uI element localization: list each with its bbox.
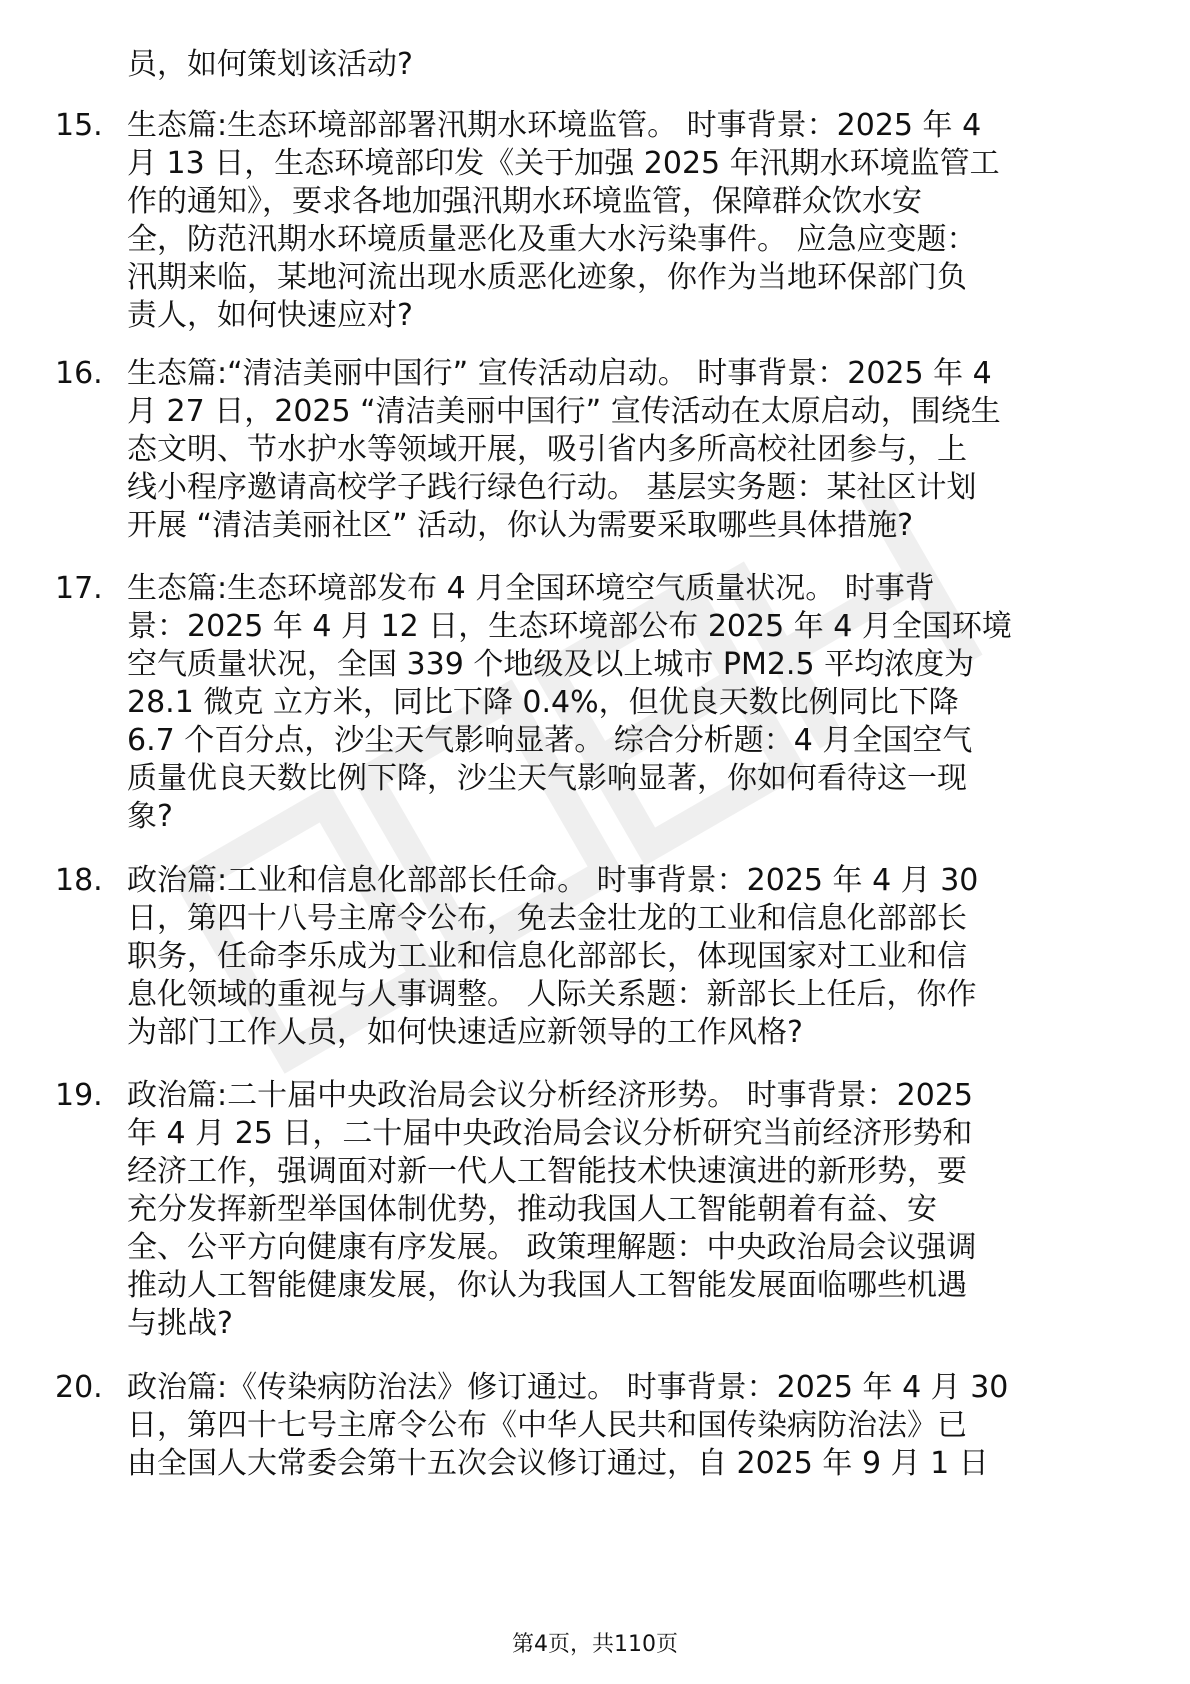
question-text: 政治篇:二十届中央政治局会议分析经济形势。 时事背景：2025 年 4 月 25 日，二十届中央政治局会议分析研究当前经济形势和 经济工作，强调面对新一代人工智能技术快速演进的新形势，要 充分发挥新型举国体制优势，推动我国人工智能朝着有益、安 全、公平方向健康有序发展。 政策理解题：中央政治局会议强调 推动人工智能健康发展，你认为我国人工智能发展面临哪些机遇 与挑战? (127, 1078, 977, 1341)
question-number: 19. (55, 1078, 103, 1113)
page-number-footer: 第4页，共110页 (512, 1632, 678, 1657)
question-number: 17. (55, 571, 103, 606)
question-text: 政治篇:工业和信息化部部长任命。 时事背景：2025 年 4 月 30 日，第四十八号主席令公布，免去金壮龙的工业和信息化部部长 职务，任命李乐成为工业和信息化部部长，体现国家对工业和信 息化领域的重视与人事调整。 人际关系题：新部长上任后，你作 为部门工作人员，如何快速适应新领导的工作风格? (127, 863, 979, 1050)
question-text: 生态篇:生态环境部发布 4 月全国环境空气质量状况。 时事背 景：2025 年 4 月 12 日，生态环境部公布 2025 年 4 月全国环境 空气质量状况，全国 339 个地级及以上城市 PM2.5 平均浓度为 28.1 微克 立方米，同比下降 0.4%，但优良天数比例同比下降 6.7 个百分点，沙尘天气影响显著。 综合分析题：4 月全国空气 质量优良天数比例下降，沙尘天气影响显著，你如何看待这一现 象? (127, 571, 1012, 834)
question-text: 生态篇:生态环境部部署汛期水环境监管。 时事背景：2025 年 4 月 13 日，生态环境部印发《关于加强 2025 年汛期水环境监管工 作的通知》，要求各地加强汛期水环境监管，保障群众饮水安 全，防范汛期水环境质量恶化及重大水污染事件。 应急应变题： 汛期来临，某地河流出现水质恶化迹象，你作为当地环保部门负 责人，如何快速应对? (127, 108, 1000, 333)
question-number: 18. (55, 863, 103, 898)
question-number: 15. (55, 108, 103, 143)
question-text: 政治篇:《传染病防治法》修订通过。 时事背景：2025 年 4 月 30 日，第四十七号主席令公布《中华人民共和国传染病防治法》已 由全国人大常委会第十五次会议修订通过，自 2025 年 9 月 1 日 (127, 1370, 1009, 1481)
question-number: 16. (55, 356, 103, 391)
question-number: 20. (55, 1370, 103, 1405)
question-text: 生态篇:“清洁美丽中国行” 宣传活动启动。 时事背景：2025 年 4 月 27 日，2025 “清洁美丽中国行” 宣传活动在太原启动，围绕生 态文明、节水护水等领域开展，吸引省内多所高校社团参与，上 线小程序邀请高校学子践行绿色行动。 基层实务题：某社区计划 开展 “清洁美丽社区” 活动，你认为需要采取哪些具体措施? (127, 356, 1001, 543)
continued-text: 员，如何策划该活动? (127, 47, 413, 82)
